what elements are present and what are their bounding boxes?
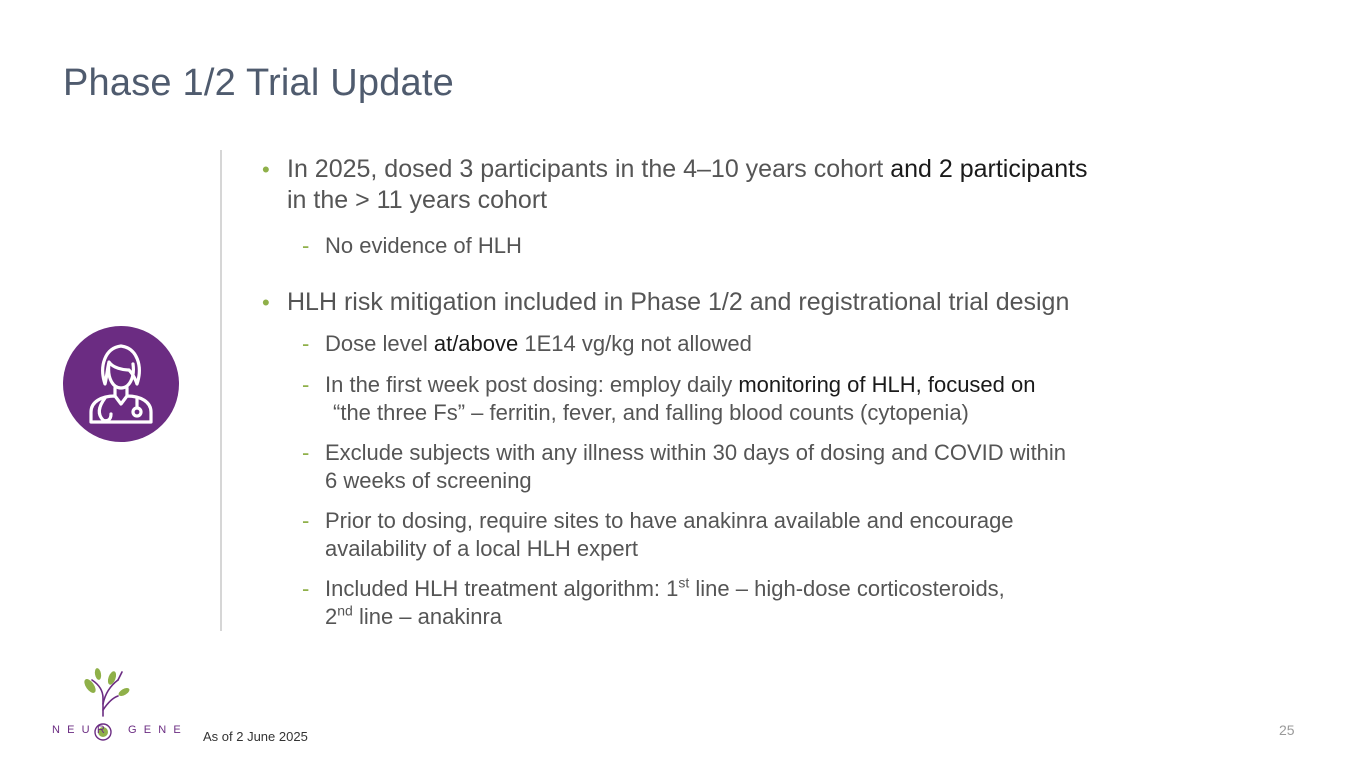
sub-bullet-1-1 [262, 232, 1312, 260]
sub-bullet-2-3-line1: Exclude subjects with any illness within 30 days of dosing and COVID within [325, 440, 1067, 465]
sub-bullet-2-5-d: line – anakinra [352, 604, 503, 629]
sub-bullet-2-5-c: 2 [325, 604, 338, 629]
bullet-list [262, 154, 1312, 631]
sub-bullet-2-3-line2: 6 weeks of screening [325, 468, 532, 493]
bullet-marker: • [262, 290, 270, 315]
logo-text-right: GENE [127, 724, 188, 736]
slide-title: Phase 1/2 Trial Update [63, 62, 454, 104]
sub-bullet-marker: - [302, 508, 310, 533]
sub-bullet-2-4-line2: availability of a local HLH expert [325, 536, 639, 561]
footer-note: As of 2 June 2025 [203, 729, 308, 744]
sub-bullet-2-5-sup1: st [678, 574, 690, 591]
vertical-divider [220, 150, 222, 631]
sub-bullet-marker: - [302, 576, 310, 601]
sub-bullet-2-2-line2: “the three Fs” – ferritin, fever, and falling blood counts (cytopenia) [333, 400, 969, 425]
sub-bullet-marker: - [302, 440, 310, 465]
sub-bullet-2-4 [262, 507, 1312, 563]
sub-bullet-2-1 [262, 330, 1312, 358]
sub-bullet-2-5 [262, 575, 1312, 631]
bullet-1-text-a: In 2025, dosed 3 participants in the 4–10 years cohort [287, 155, 891, 183]
logo-wordmark [52, 724, 188, 736]
bullet-1-text-line2: in the > 11 years cohort [287, 186, 548, 214]
sub-bullet-2-5-b: line – high-dose corticosteroids, [689, 576, 1005, 601]
bullet-2-text: HLH risk mitigation included in Phase 1/2 and registrational trial design [287, 288, 1070, 316]
sub-bullet-2-2 [262, 371, 1312, 427]
sub-bullet-1-1-text: No evidence of HLH [325, 233, 522, 258]
sub-bullet-2-5-a: Included HLH treatment algorithm: 1 [325, 576, 679, 601]
bullet-marker: • [262, 157, 270, 182]
bullet-1 [262, 154, 1312, 216]
page-number: 25 [1279, 722, 1295, 738]
sub-bullet-2-2-a: In the first week post dosing: employ daily [325, 372, 739, 397]
sub-bullet-marker: - [302, 331, 310, 356]
sub-bullet-2-5-sup2: nd [337, 602, 353, 619]
bullet-2 [262, 287, 1312, 318]
logo-text-left: NEUR [52, 724, 112, 736]
sub-bullet-2-1-c: 1E14 vg/kg not allowed [518, 331, 752, 356]
sub-bullet-2-3 [262, 439, 1312, 495]
sub-bullet-marker: - [302, 372, 310, 397]
bullet-1-text-b: and 2 participants [890, 155, 1088, 183]
sub-bullet-2-1-a: Dose level [325, 331, 434, 356]
sub-bullet-2-2-b: monitoring of HLH, focused on [738, 372, 1036, 397]
doctor-avatar-icon [63, 326, 179, 442]
sub-bullet-2-4-line1: Prior to dosing, require sites to have anakinra available and encourage [325, 508, 1014, 533]
sub-bullet-marker: - [302, 233, 310, 258]
sub-bullet-2-1-b: at/above [433, 331, 519, 356]
